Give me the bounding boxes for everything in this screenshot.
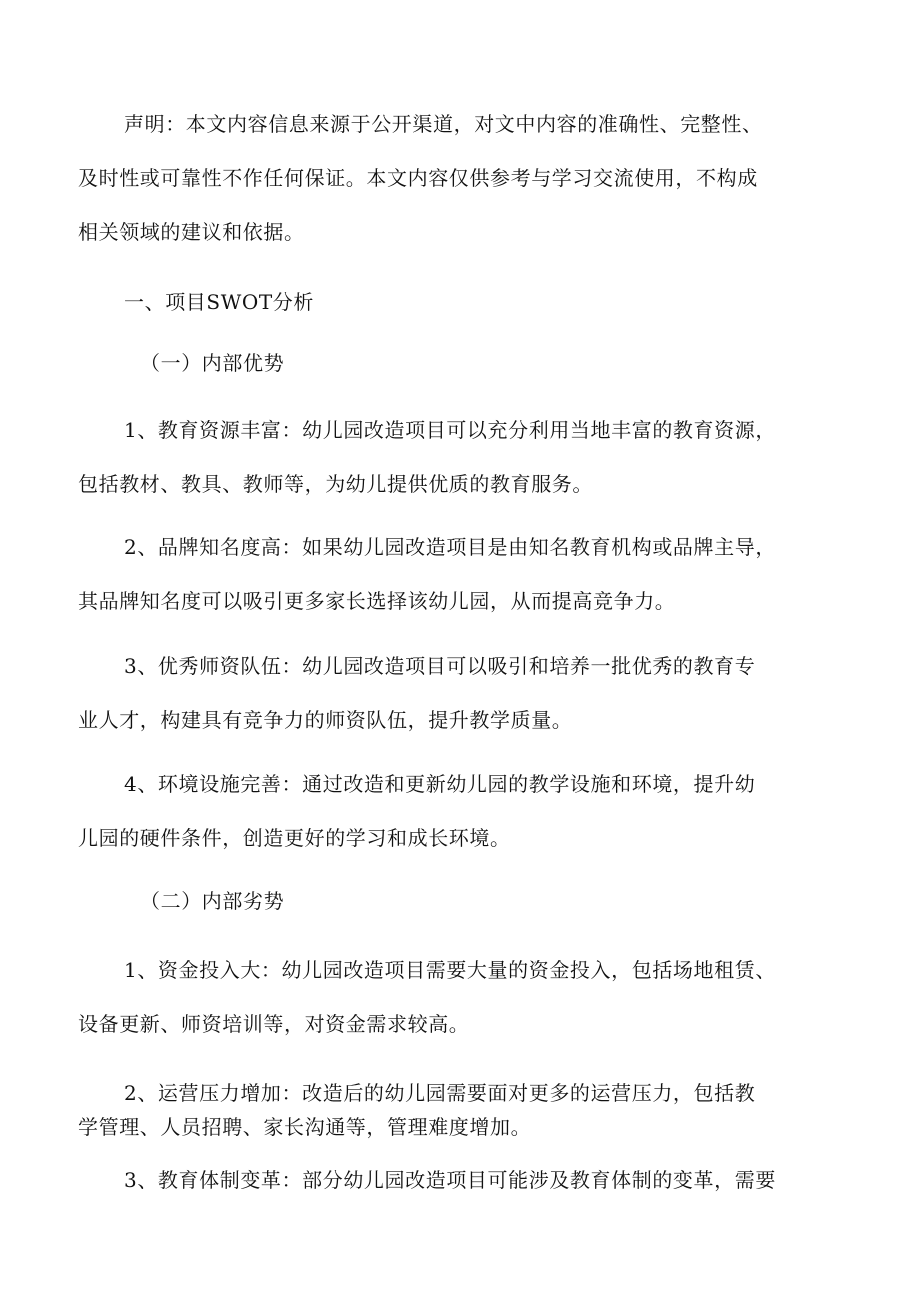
- weakness-2-line-1: 2、运营压力增加：改造后的幼儿园需要面对更多的运营压力，包括教: [124, 1081, 756, 1105]
- weakness-2-line-2: 学管理、人员招聘、家长沟通等，管理难度增加。: [78, 1115, 532, 1139]
- strength-1-line-2: 包括教材、教具、教师等，为幼儿提供优质的教育服务。: [78, 472, 593, 496]
- strength-4-line-1: 4、环境设施完善：通过改造和更新幼儿园的教学设施和环境，提升幼: [124, 772, 756, 796]
- strength-2-line-1: 2、品牌知名度高：如果幼儿园改造项目是由知名教育机构或品牌主导，: [124, 535, 776, 559]
- weakness-1-line-1: 1、资金投入大：幼儿园改造项目需要大量的资金投入，包括场地租赁、: [124, 958, 776, 982]
- strength-2-line-2: 其品牌知名度可以吸引更多家长选择该幼儿园，从而提高竞争力。: [78, 589, 676, 613]
- weakness-1-line-2: 设备更新、师资培训等，对资金需求较高。: [78, 1012, 470, 1036]
- subsection-strengths-title: （一）内部优势: [140, 351, 285, 375]
- strength-3-line-1: 3、优秀师资队伍：幼儿园改造项目可以吸引和培养一批优秀的教育专: [124, 654, 756, 678]
- disclaimer-line-2: 及时性或可靠性不作任何保证。本文内容仅供参考与学习交流使用，不构成: [78, 166, 758, 190]
- strength-3-line-2: 业人才，构建具有竞争力的师资队伍，提升教学质量。: [78, 708, 573, 732]
- disclaimer-line-3: 相关领域的建议和依据。: [78, 220, 305, 244]
- subsection-weaknesses-title: （二）内部劣势: [140, 889, 285, 913]
- weakness-3-line-1: 3、教育体制变革：部分幼儿园改造项目可能涉及教育体制的变革，需要: [124, 1168, 776, 1192]
- section-title: 一、项目SWOT分析: [124, 290, 314, 314]
- strength-4-line-2: 儿园的硬件条件，创造更好的学习和成长环境。: [78, 826, 511, 850]
- disclaimer-line-1: 声明：本文内容信息来源于公开渠道，对文中内容的准确性、完整性、: [124, 112, 763, 136]
- strength-1-line-1: 1、教育资源丰富：幼儿园改造项目可以充分利用当地丰富的教育资源，: [124, 418, 776, 442]
